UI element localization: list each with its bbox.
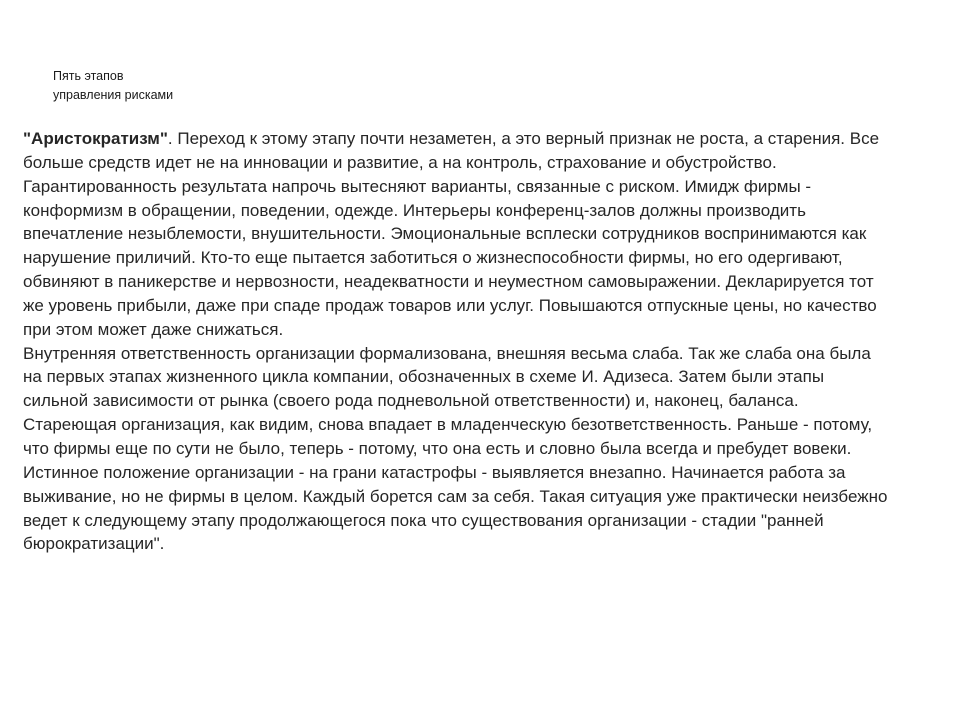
header-line-2: управления рисками bbox=[53, 88, 174, 102]
paragraph-1-title: "Аристократизм" bbox=[23, 129, 168, 148]
paragraph-3: Истинное положение организации - на грани катастрофы - выявляется внезапно. Начинается работа за выживание, но не фирмы в целом. Каждый борется сам за себя. Такая ситуация уже практически неизбежно ведет к следующему этапу продолжающегося пока что существования организации - стадии "ранней бюрократизации". bbox=[23, 462, 888, 554]
header-line-1: Пять этапов bbox=[53, 69, 124, 83]
paragraph-1-text: . Переход к этому этапу почти незаметен, а это верный признак не роста, а старения. Все больше средств идет не на инновации и развитие, а на контроль, страхование и обустройство. Гарантированность результата напрочь вытесняют варианты, связанные с риском. Имидж фирмы - конформизм в обращении, поведении, одежде. Интерьеры конференц-залов должны производить впечатление незыблемости, внушительности. Эмоциональные всплески сотрудников воспринимаются как нарушение приличий. Кто-то еще пытается заботиться о жизнеспособности фирмы, но его одергивают, обвиняют в паникерстве и нервозности, неадекватности и неуместном самовыражении. Декларируется тот же уровень прибыли, даже при спаде продаж товаров или услуг. Повышаются отпускные цены, но качество при этом может даже снижаться. bbox=[23, 129, 880, 339]
slide-body bbox=[23, 127, 893, 556]
slide-header bbox=[53, 67, 173, 105]
paragraph-1 bbox=[23, 127, 893, 342]
paragraph-2: Внутренняя ответственность организации формализована, внешняя весьма слаба. Так же слаба она была на первых этапах жизненного цикла компании, обозначенных в схеме И. Адизеса. Затем были этапы сильной зависимости от рынка (своего рода подневольной ответственности) и, наконец, баланса. Стареющая организация, как видим, снова впадает в младенческую безответственность. Раньше - потому, что фирмы еще по сути не было, теперь - потому, что она есть и словно была всегда и пребудет вовеки. bbox=[23, 343, 873, 458]
